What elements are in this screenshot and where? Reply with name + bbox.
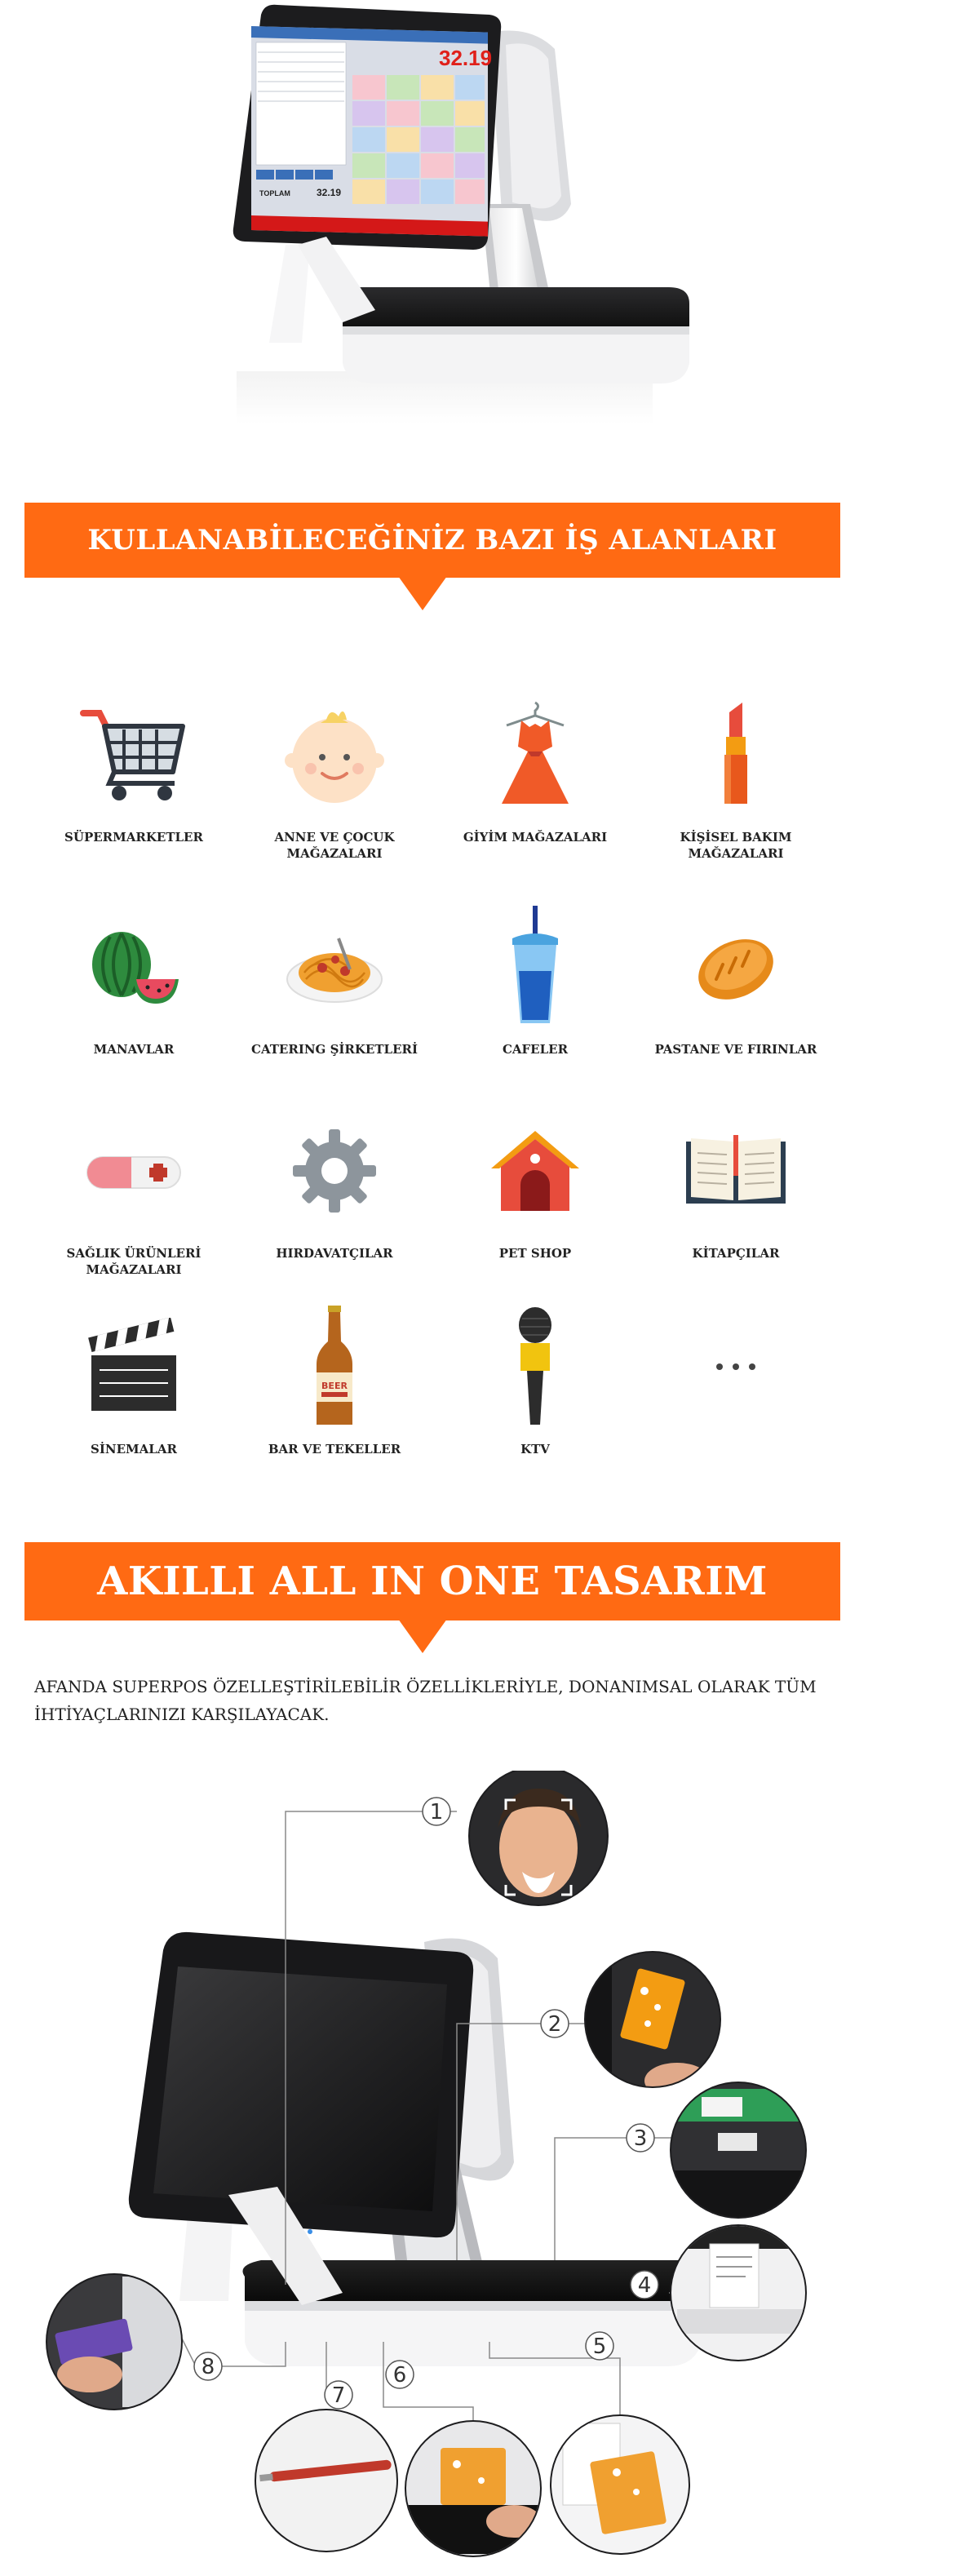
- business-label: PASTANE VE FIRINLAR: [654, 1042, 817, 1057]
- drink-cup-icon: [474, 906, 596, 1028]
- business-item-bookstores: [638, 1110, 834, 1297]
- callout-1: 1: [429, 1800, 444, 1824]
- business-item-cinemas: [36, 1306, 232, 1493]
- business-label: KİŞİSEL BAKIM MAĞAZALARI: [680, 830, 792, 861]
- business-item-supermarkets: [36, 694, 232, 881]
- beer-bottle-icon: [273, 1306, 396, 1428]
- hero-receipt-total-label: TOPLAM: [259, 189, 290, 197]
- card-insert-detail: [41, 2268, 204, 2432]
- business-label: CATERING ŞİRKETLERİ: [251, 1042, 418, 1057]
- business-label: KTV: [520, 1442, 550, 1456]
- watermelon-icon: [73, 906, 195, 1028]
- business-label: HIRDAVATÇILAR: [276, 1246, 393, 1261]
- hero-receipt-total-value: 32.19: [317, 187, 342, 198]
- callout-8: 8: [201, 2355, 215, 2379]
- business-item-clothing: [437, 694, 633, 881]
- banner-arrow-decoration: [398, 1619, 447, 1653]
- business-label: SÜPERMARKETLER: [64, 830, 203, 845]
- bread-icon: [675, 906, 797, 1028]
- callout-4: 4: [637, 2273, 652, 2298]
- dog-house-icon: [474, 1110, 596, 1232]
- business-item-bakery: [638, 906, 834, 1093]
- business-item-pet-shop: [437, 1110, 633, 1297]
- business-label: PET SHOP: [498, 1246, 572, 1261]
- hero-pos-terminal-image: [212, 0, 718, 457]
- banner-arrow-decoration: [398, 576, 447, 610]
- callout-5: 5: [592, 2334, 607, 2359]
- card-reader-detail: [571, 1942, 734, 2105]
- smart-design-banner: [24, 1542, 840, 1621]
- business-label: BAR VE TEKELLER: [268, 1442, 401, 1456]
- business-item-hardware: [237, 1110, 432, 1297]
- business-item-mother-child: [237, 694, 432, 881]
- clapperboard-icon: [73, 1306, 195, 1428]
- business-item-health: [36, 1110, 232, 1297]
- callout-3: 3: [633, 2126, 648, 2151]
- features-diagram: [0, 1771, 961, 2576]
- callout-6: 6: [392, 2363, 407, 2388]
- business-label: SİNEMALAR: [91, 1442, 177, 1456]
- business-item-personal-care: [638, 694, 834, 881]
- contactless-card-detail: [547, 2411, 710, 2574]
- dress-icon: [474, 694, 596, 816]
- smart-design-title: AKILLI ALL IN ONE TASARIM: [97, 1558, 768, 1604]
- business-item-bars: [237, 1306, 432, 1493]
- stylus-detail: [245, 2399, 408, 2562]
- business-label: ANNE VE ÇOCUK MAĞAZALARI: [274, 830, 395, 861]
- lipstick-icon: [675, 694, 797, 816]
- business-label: MANAVLAR: [93, 1042, 175, 1057]
- business-item-ktv: [437, 1306, 633, 1493]
- baby-face-icon: [273, 694, 396, 816]
- spaghetti-icon: [273, 906, 396, 1028]
- business-areas-banner: [24, 503, 840, 578]
- business-label: KİTAPÇILAR: [692, 1246, 780, 1261]
- business-label: SAĞLIK ÜRÜNLERİ MAĞAZALARI: [66, 1246, 202, 1277]
- callout-2: 2: [547, 2012, 562, 2037]
- microphone-icon: [474, 1306, 596, 1428]
- face-recognition-detail: [465, 1771, 612, 1909]
- business-areas-title: KULLANABİLECEĞİNİZ BAZI İŞ ALANLARI: [87, 524, 777, 556]
- gear-icon: [273, 1110, 396, 1232]
- business-item-cafes: [437, 906, 633, 1093]
- card-swipe-detail: [400, 2415, 563, 2576]
- book-icon: [675, 1110, 797, 1232]
- product-description: AFANDA SUPERPOS ÖZELLEŞTİRİLEBİLİR ÖZELLİKLERİYLE, DONANIMSAL OLARAK TÜM İHTİYAÇLARINIZI KARŞILAYACAK.: [34, 1677, 817, 1724]
- ellipsis-icon: [675, 1306, 797, 1428]
- callout-7: 7: [331, 2383, 346, 2408]
- shopping-cart-icon: [73, 694, 195, 816]
- printer-detail: [661, 2073, 824, 2236]
- business-label: CAFELER: [502, 1042, 569, 1057]
- business-item-more: [638, 1306, 834, 1493]
- business-item-greengrocers: [36, 906, 232, 1093]
- beer-label-text: BEER: [321, 1381, 348, 1391]
- hero-screen-total: 32.19: [439, 46, 493, 70]
- business-label: GİYİM MAĞAZALARI: [463, 830, 608, 845]
- business-item-catering: [237, 906, 432, 1093]
- pill-icon: [73, 1110, 195, 1232]
